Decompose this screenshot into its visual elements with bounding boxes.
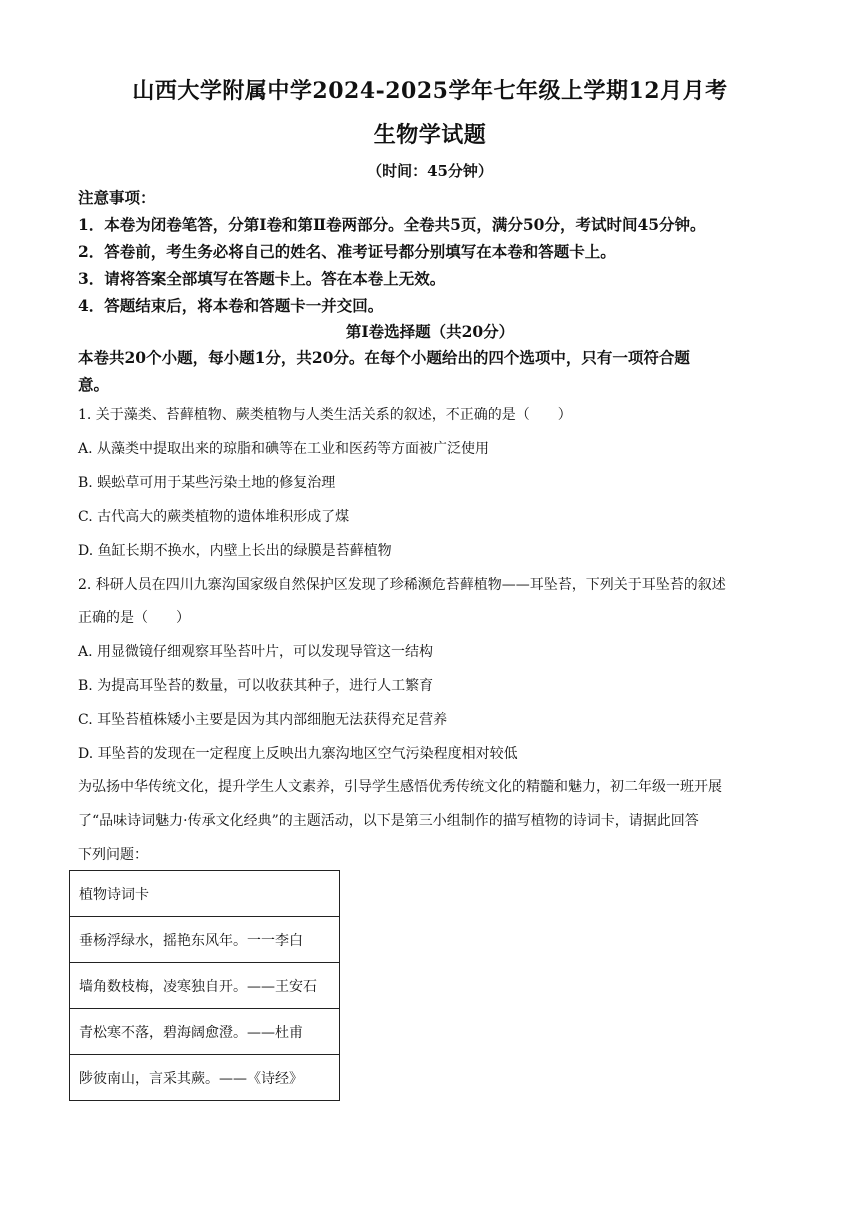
question-1-option-b: B. 蜈蚣草可用于某些污染土地的修复治理: [78, 475, 336, 491]
question-1-option-a: A. 从藻类中提取出来的琼脂和碘等在工业和医药等方面被广泛使用: [78, 441, 490, 457]
table-row: [70, 963, 340, 1009]
question-2-option-c: C. 耳坠苔植株矮小主要是因为其内部细胞无法获得充足营养: [78, 712, 448, 728]
notice-item-4: 4．答题结束后，将本卷和答题卡一并交回。: [78, 296, 384, 315]
question-2-option-d: D. 耳坠苔的发现在一定程度上反映出九寨沟地区空气污染程度相对较低: [78, 746, 518, 762]
section-instruction-line2: 意。: [78, 375, 110, 394]
table-row: [70, 917, 340, 963]
exam-time: （时间：45分钟）: [367, 162, 493, 180]
notice-item-3: 3．请将答案全部填写在答题卡上。答在本卷上无效。: [78, 269, 446, 288]
notice-heading: 注意事项：: [78, 188, 156, 207]
poem-table-header: 植物诗词卡: [70, 871, 340, 917]
question-1-stem: 1. 关于藻类、苔藓植物、蕨类植物与人类生活关系的叙述，不正确的是（ ）: [78, 407, 572, 423]
passage-line3: 下列问题：: [78, 847, 148, 863]
poem-row-4: 陟彼南山，言采其蕨。——《诗经》: [70, 1055, 340, 1101]
poem-card-table: [69, 870, 340, 1101]
exam-title: 山西大学附属中学2024-2025学年七年级上学期12月月考: [132, 78, 728, 104]
table-row: [70, 1009, 340, 1055]
table-row: [70, 871, 340, 917]
poem-row-1: 垂杨浮绿水，摇艳东风年。一一李白: [70, 917, 340, 963]
question-1-option-d: D. 鱼缸长期不换水，内壁上长出的绿膜是苔藓植物: [78, 543, 392, 559]
passage-line2: 了“品味诗词魅力·传承文化经典”的主题活动，以下是第三小组制作的描写植物的诗词卡，请据此回答: [78, 813, 699, 829]
section-heading: 第Ⅰ卷选择题（共20分）: [345, 322, 515, 341]
section-instruction-line1: 本卷共20个小题，每小题1分，共20分。在每个小题给出的四个选项中，只有一项符合题: [78, 348, 690, 367]
table-row: [70, 1055, 340, 1101]
question-1-option-c: C. 古代高大的蕨类植物的遗体堆积形成了煤: [78, 509, 350, 525]
exam-subject-title: 生物学试题: [373, 122, 487, 148]
notice-item-1: 1．本卷为闭卷笔答，分第Ⅰ卷和第Ⅱ卷两部分。全卷共5页，满分50分，考试时间45分钟。: [78, 215, 706, 234]
question-2-option-b: B. 为提高耳坠苔的数量，可以收获其种子，进行人工繁育: [78, 678, 434, 694]
question-2-option-a: A. 用显微镜仔细观察耳坠苔叶片，可以发现导管这一结构: [78, 644, 434, 660]
poem-row-2: 墙角数枝梅，凌寒独自开。——王安石: [70, 963, 340, 1009]
question-2-stem-line1: 2. 科研人员在四川九寨沟国家级自然保护区发现了珍稀濒危苔藓植物——耳坠苔，下列关于耳坠苔的叙述: [78, 577, 726, 593]
poem-row-3: 青松寒不落，碧海阔愈澄。——杜甫: [70, 1009, 340, 1055]
question-2-stem-line2: 正确的是（ ）: [78, 610, 190, 626]
passage-line1: 为弘扬中华传统文化，提升学生人文素养，引导学生感悟优秀传统文化的精髓和魅力，初二年级一班开展: [78, 779, 722, 795]
notice-item-2: 2．答卷前，考生务必将自己的姓名、准考证号都分别填写在本卷和答题卡上。: [78, 242, 616, 261]
